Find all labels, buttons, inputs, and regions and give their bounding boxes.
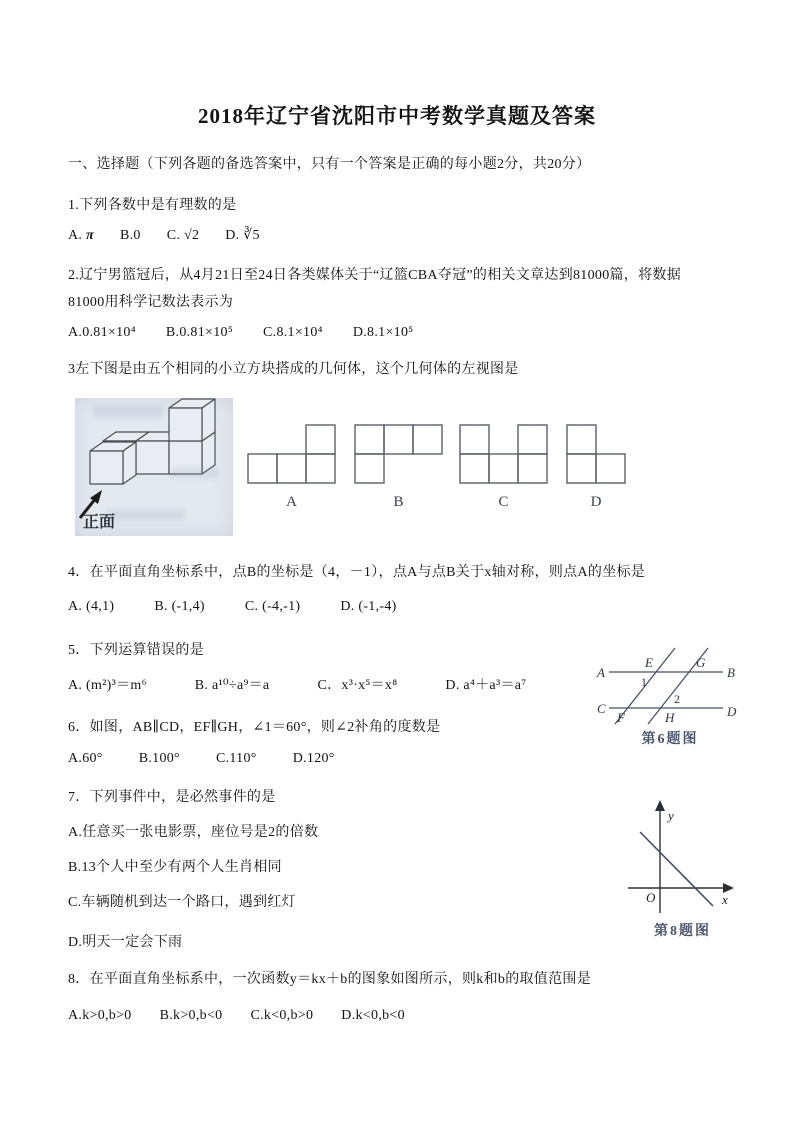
q1-option-c: C. √2 xyxy=(166,228,200,243)
q8-option-b: B.k>0,b<0 xyxy=(159,1008,223,1023)
q6-option-b: B.100° xyxy=(138,751,180,766)
scan-artifact xyxy=(171,468,219,478)
scan-artifact xyxy=(93,406,163,418)
cube-top xyxy=(169,399,215,441)
q4-option-c: C. (-4,-1) xyxy=(244,599,301,614)
q6-point-B: B xyxy=(727,665,735,680)
q3-text: 3左下图是由五个相同的小立方块搭成的几何体，这个几何体的左视图是 xyxy=(68,362,519,377)
q1-option-b: B.0 xyxy=(119,228,141,243)
q7-text: 7．下列事件中，是必然事件的是 xyxy=(68,790,276,805)
q6-parallel-lines-figure xyxy=(595,640,745,732)
q8-linear-function-figure xyxy=(620,798,745,916)
q6-point-H: H xyxy=(665,710,675,725)
q2-option-b: B.0.81×10⁵ xyxy=(165,325,234,340)
q2-option-a: A.0.81×10⁴ xyxy=(68,325,136,340)
q5-option-b: B. a¹⁰÷a⁹＝a xyxy=(194,678,270,693)
q6-point-E: E xyxy=(645,655,653,670)
y-axis-arrow-icon xyxy=(655,800,665,811)
q8-figure-caption: 第8题图 xyxy=(654,924,711,939)
q3-solid-photo xyxy=(75,398,233,536)
q1-option-a: A. π xyxy=(68,228,94,243)
q4-option-d: D. (-1,-4) xyxy=(340,599,397,614)
q5-option-a: A. (m²)³＝m⁶ xyxy=(68,678,147,693)
q3-view-B-figure xyxy=(354,424,443,484)
q3-front-label: 正面 xyxy=(83,514,116,531)
q3-view-D-figure xyxy=(566,424,626,484)
q2-option-d: D.8.1×10⁵ xyxy=(352,325,414,340)
pi-symbol: π xyxy=(86,228,94,243)
q4-option-a: A. (4,1) xyxy=(68,599,115,614)
q2-text-line1: 2.辽宁男篮冠后，从4月21日至24日各类媒体关于“辽篮CBA夺冠”的相关文章达到81000篇，将数据 xyxy=(68,268,682,283)
q4-text: 4．在平面直角坐标系中，点B的坐标是（4，－1），点A与点B关于x轴对称，则点A的坐标是 xyxy=(68,565,646,580)
q3-view-A-figure xyxy=(247,424,336,484)
q8-origin-label: O xyxy=(646,890,656,905)
q7-option-c: C.车辆随机到达一个路口，遇到红灯 xyxy=(68,895,296,910)
q5-option-d: D. a⁴＋a³＝a⁷ xyxy=(445,678,527,693)
q8-option-c: C.k<0,b>0 xyxy=(250,1008,314,1023)
q4-options xyxy=(68,599,397,615)
q6-option-c: C.110° xyxy=(215,751,257,766)
q6-point-G: G xyxy=(696,655,706,670)
q7-option-d: D.明天一定会下雨 xyxy=(68,935,183,950)
q8-y-label: y xyxy=(668,808,674,823)
q8-options xyxy=(68,1008,405,1024)
q6-angle-2: 2 xyxy=(674,692,680,706)
q6-option-a: A.60° xyxy=(68,751,103,766)
q6-point-F: F xyxy=(617,710,625,725)
q6-point-A: A xyxy=(597,665,605,680)
cube-front xyxy=(90,442,136,484)
q6-point-D: D xyxy=(727,704,737,719)
q7-option-a: A.任意买一张电影票，座位号是2的倍数 xyxy=(68,825,319,840)
q8-x-label: x xyxy=(722,892,728,907)
q1-option-d: D. ∛5 xyxy=(225,228,260,243)
q6-text: 6．如图，AB∥CD，EF∥GH，∠1＝60°，则∠2补角的度数是 xyxy=(68,720,441,735)
q6-figure-caption: 第6题图 xyxy=(641,732,699,747)
q8-text: 8．在平面直角坐标系中，一次函数y＝kx＋b的图象如图所示，则k和b的取值范围是 xyxy=(68,972,591,987)
q1-text: 1.下列各数中是有理数的是 xyxy=(68,198,237,213)
q2-options xyxy=(68,325,413,341)
q8-option-d: D.k<0,b<0 xyxy=(341,1008,405,1023)
q6-angle-1: 1 xyxy=(641,675,647,689)
q3-label-A: A xyxy=(286,494,297,510)
q3-label-B: B xyxy=(393,494,404,510)
q3-label-D: D xyxy=(590,494,602,510)
page-title: 2018年辽宁省沈阳市中考数学真题及答案 xyxy=(198,104,596,128)
q5-options xyxy=(68,674,526,694)
q5-text: 5．下列运算错误的是 xyxy=(68,643,204,658)
scan-artifact xyxy=(105,510,185,520)
q2-text-line2: 81000用科学记数法表示为 xyxy=(68,295,234,310)
q6-option-d: D.120° xyxy=(292,751,335,766)
q3-label-C: C xyxy=(498,494,509,510)
q6-options xyxy=(68,751,335,767)
q7-option-b: B.13个人中至少有两个人生肖相同 xyxy=(68,860,282,875)
q8-option-a: A.k>0,b>0 xyxy=(68,1008,132,1023)
q3-view-C-figure xyxy=(459,424,548,484)
q4-option-b: B. (-1,4) xyxy=(154,599,205,614)
section1-heading: 一、选择题（下列各题的备选答案中，只有一个答案是正确的每小题2分，共20分） xyxy=(68,157,591,172)
q5-option-c: C．x³·x⁵＝x⁸ xyxy=(317,678,398,693)
q2-option-c: C.8.1×10⁴ xyxy=(263,325,323,340)
q1-options xyxy=(68,227,260,244)
q6-point-C: C xyxy=(597,701,606,716)
